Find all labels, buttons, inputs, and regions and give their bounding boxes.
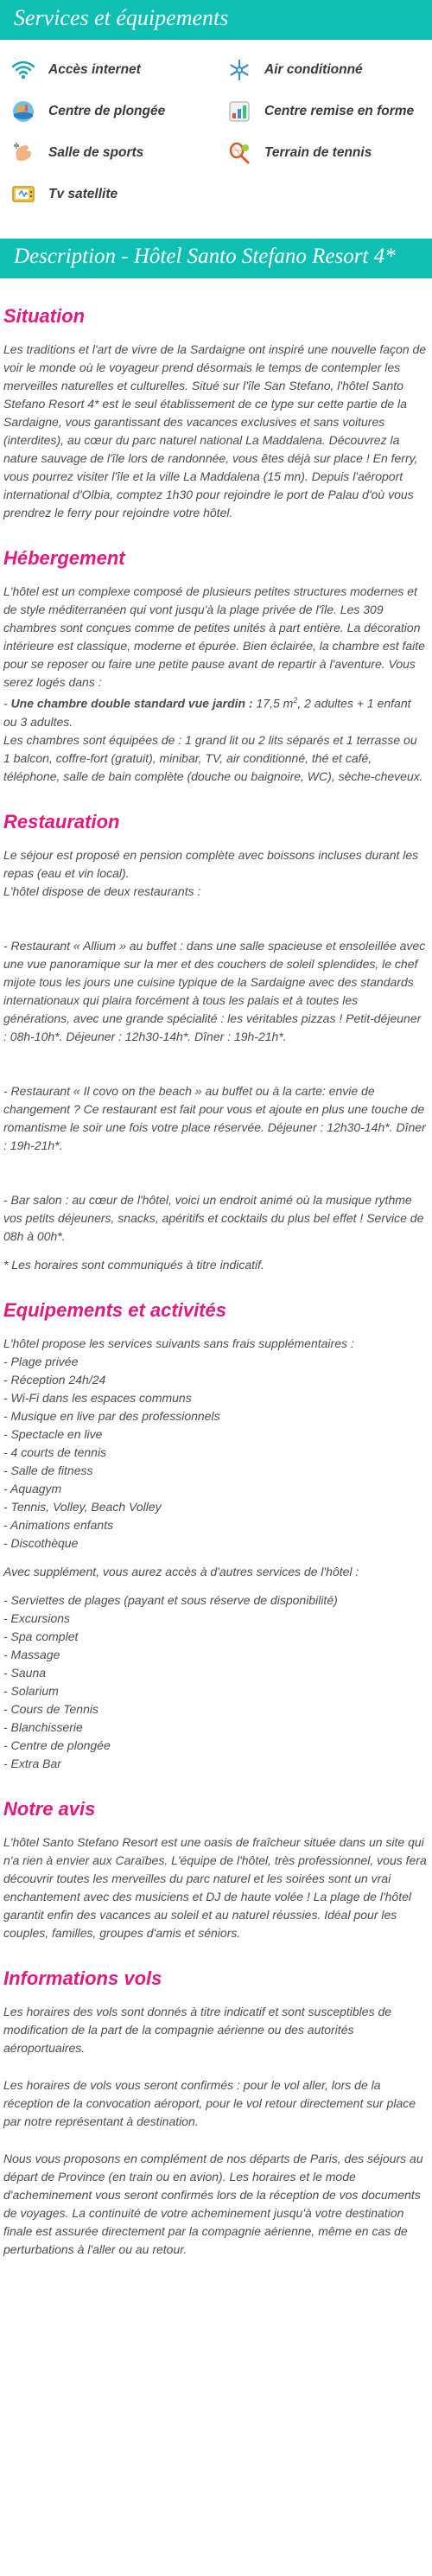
list-item: - Tennis, Volley, Beach Volley (3, 1499, 162, 1514)
service-label: Accès internet (48, 62, 141, 77)
list-item: - Aquagym (3, 1481, 62, 1495)
fitness-icon (226, 99, 252, 124)
restauration-intro: Le séjour est proposé en pension complète avec boissons incluses durant les repas (eau et vin local). (3, 847, 419, 880)
list-item: - 4 courts de tennis (3, 1444, 107, 1459)
gym-icon (10, 140, 36, 166)
snowflake-icon (226, 57, 252, 83)
list-item: - Réception 24h/24 (3, 1372, 106, 1387)
list-item: - Musique en live par des professionnels (3, 1408, 220, 1423)
service-item (10, 180, 226, 209)
equipements-intro: L'hôtel propose les services suivants sans frais supplémentaires : (3, 1336, 354, 1350)
room-capacity: , 2 adultes + 1 enfant ou 3 adultes. (3, 696, 411, 729)
list-item: - Extra Bar (3, 1756, 61, 1770)
bar-salon: - Bar salon : au cœur de l'hôtel, voici un endroit animé où la musique rythme vos petits déjeuners, snacks, apéritifs et cocktails du plus bel effet ! Service de 08h à 00h*. (3, 1192, 424, 1243)
wifi-icon (10, 57, 36, 83)
list-item: - Centre de plongée (3, 1738, 111, 1752)
avis-heading: Notre avis (3, 1797, 96, 1820)
room-line (3, 692, 427, 731)
list-item: - Solarium (3, 1683, 59, 1698)
room-type: Une chambre double standard vue jardin : (10, 696, 253, 711)
list-item: - Excursions (3, 1610, 71, 1625)
list-item: - Animations enfants (3, 1517, 114, 1532)
situation-text: Les traditions et l'art de vivre de la Sardaigne ont inspiré une nouvelle façon de voir le monde où le voyageur prend désormais le temps de contempler les merveilles naturelles et culturelles. Situé sur l'île San Stefano, l'hôtel Santo Stefano Resort 4* est le seul établissement de ce type sur cette partie de la Sardaigne, vous garantissant des vacances exclusives et sans voitures (interdites), au cœur du parc naturel national La Maddalena. Découvrez la nature sauvage de l'île lors de randonnée, vous êtes déjà sur place ! En ferry, vous pourrez visiter l'île et la ville La Maddalena (15 mn). Depuis l'aéroport international d'Olbia, comptez 1h30 pour rejoindre le port de Palau d'où vous prendrez le ferry pour rejoindre votre hôtel. (3, 342, 427, 520)
tennis-icon (226, 140, 252, 166)
list-item: - Blanchisserie (3, 1719, 83, 1734)
list-item: - Cours de Tennis (3, 1701, 98, 1716)
service-item (226, 138, 432, 168)
list-item: - Serviettes de plages (payant et sous réserve de disponibilité) (3, 1592, 338, 1607)
service-label: Terrain de tennis (264, 145, 372, 160)
list-item: - Spa complet (3, 1629, 79, 1643)
list-item: - Salle de fitness (3, 1463, 93, 1477)
hebergement-heading: Hébergement (3, 547, 125, 569)
service-label: Tv satellite (48, 187, 118, 201)
service-label: Salle de sports (48, 145, 144, 160)
services-title: Services et équipements (0, 0, 432, 40)
room-size: 17,5 m (252, 696, 294, 711)
restaurant-allium: - Restaurant « Allium » au buffet : dans une salle spacieuse et ensoleillée avec une vue panoramique sur la mer et des couchers de soleil splendides, le chef mijote tous les jours une cuisine typique de la Sardaigne avec des standards internationaux qui plaira forcément à tous les palais et à toutes les générations, avec une grande spécialité : les véritables pizzas ! Petit-déjeuner : 08h-10h*. Déjeuner : 12h30-14h*. Dîner : 19h-21h*. (3, 938, 426, 1043)
list-item: - Massage (3, 1647, 60, 1661)
service-item (10, 97, 226, 126)
service-label: Centre remise en forme (264, 104, 415, 118)
room-equipment-text: Les chambres sont équipées de : 1 grand lit ou 2 lits séparés et 1 terrasse ou 1 balcon, coffre-fort (gratuit), minibar, TV, air conditionné, thé et café, téléphone, salle de bain complète (douche ou baignoire, WC), sèche-cheveux. (3, 732, 423, 783)
tv-icon (10, 182, 36, 207)
service-item (226, 55, 432, 85)
list-item: - Spectacle en live (3, 1426, 103, 1441)
description-content (0, 304, 432, 2259)
vols-text-3: Nous vous proposons en complément de nos départs de Paris, des séjours au départ de Province (en train ou en avion). Les horaires et le mode d'acheminement vous seront confirmés lors de la réception de vos documents de voyages. La continuité de votre acheminement jusqu'à votre destination finale est assurée directement par la compagnie aérienne, même en cas de perturbations à l'aller ou au retour. (3, 2151, 423, 2256)
situation-heading: Situation (3, 305, 86, 327)
hours-note: * Les horaires sont communiqués à titre indicatif. (3, 1257, 264, 1272)
service-item (10, 55, 226, 85)
vols-text-2: Les horaires de vols vous seront confirmés : pour le vol aller, lors de la réception de la convocation aéroport, pour le vol retour directement sur place par notre représentant à destination. (3, 2077, 416, 2128)
vols-text-1: Les horaires des vols sont donnés à titre indicatif et sont susceptibles de modification de la part de la compagnie aérienne ou des autorités aéroportuaires. (3, 2004, 392, 2055)
service-label: Centre de plongée (48, 104, 166, 118)
list-item: - Discothèque (3, 1535, 79, 1550)
room-size-unit-exponent: 2 (293, 696, 298, 705)
avis-text: L'hôtel Santo Stefano Resort est une oasis de fraîcheur située dans un site qui n'a rien à envier aux Caraïbes. L'équipe de l'hôtel, très professionnel, vous fera découvrir toutes les merveilles du parc naturel et les soirées sont un vrai enchantement avec des musiciens et DJ de haute volée ! La plage de l'hôtel garantit enfin des vacances au soleil et au naturel réussies. Idéal pour les couples, familles, groupes d'amis et séniors. (3, 1834, 427, 1940)
room-prefix: - (3, 696, 11, 711)
paid-intro: Avec supplément, vous aurez accès à d'autres services de l'hôtel : (3, 1564, 359, 1578)
list-item: - Sauna (3, 1665, 47, 1680)
restauration-heading: Restauration (3, 810, 120, 832)
description-title: Description - Hôtel Santo Stefano Resort 4* (0, 239, 432, 278)
equipements-heading: Equipements et activités (3, 1298, 226, 1321)
vols-heading: Informations vols (3, 1967, 162, 1989)
restauration-intro-restaurants: L'hôtel dispose de deux restaurants : (3, 883, 201, 898)
hebergement-text: L'hôtel est un complexe composé de plusieurs petites structures modernes et de style méditerranéen qui vont jusqu'à la plage privée de l'île. Les 309 chambres sont conçues comme de petites unités à part entière. La décoration intérieure est classique, moderne et épurée. Bien éclairée, la chambre est faite pour se reposer ou faire une petite pause avant de repartir à l'aventure. Vous serez logés dans : (3, 584, 425, 689)
list-item: - Plage privée (3, 1354, 79, 1368)
list-item: - Wi-Fi dans les espaces communs (3, 1390, 192, 1405)
service-label: Air conditionné (264, 62, 363, 77)
diving-icon (10, 99, 36, 124)
service-item (10, 138, 226, 168)
services-grid (0, 40, 432, 221)
restaurant-il-covo: - Restaurant « Il covo on the beach » au buffet ou à la carte: envie de changement ? Ce restaurant est fait pour vous et ajoute en plus une touche de romantisme le soir une fois votre place réservée. Déjeuner : 12h30-14h*. Dîner : 19h-21h*. (3, 1083, 426, 1152)
service-item (226, 97, 432, 126)
